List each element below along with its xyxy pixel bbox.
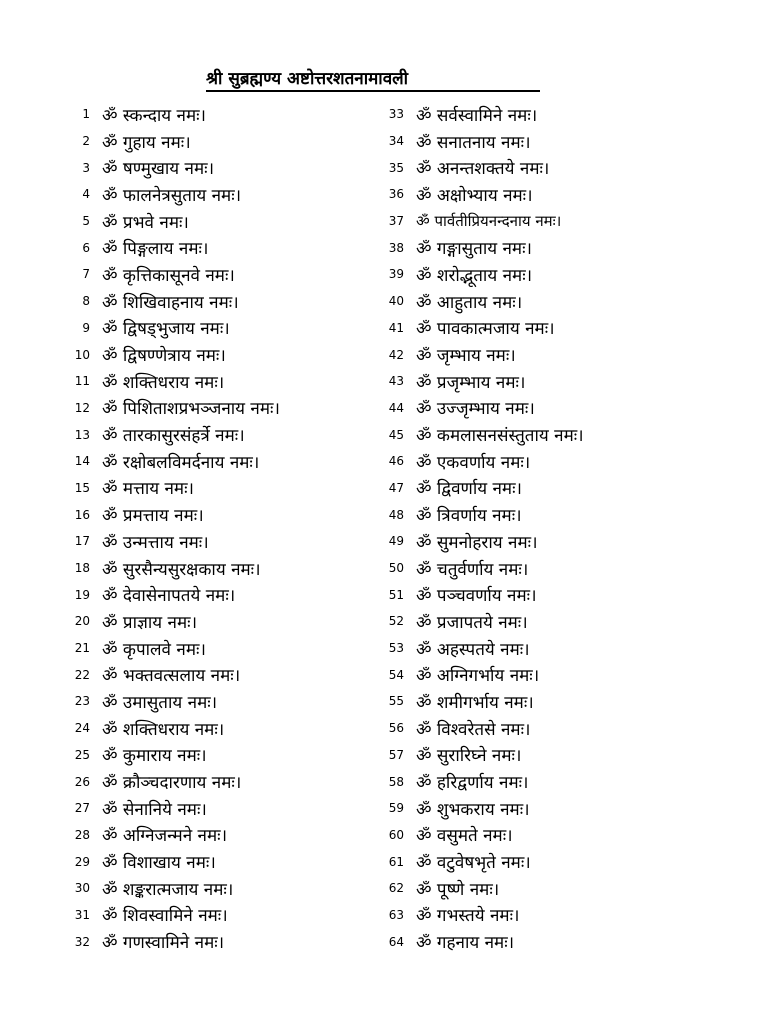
item-number: 54 [388, 667, 404, 682]
item-name: ॐ वटुवेषभृते नमः। [416, 853, 531, 874]
item-name: ॐ अग्निगर्भाय नमः। [416, 666, 540, 687]
item-number: 29 [74, 854, 90, 869]
item-number: 12 [74, 400, 90, 415]
item-number: 55 [388, 694, 404, 709]
list-item [378, 688, 748, 715]
item-name: ॐ सेनानिये नमः। [102, 799, 207, 820]
item-name: ॐ सुमनोहराय नमः। [416, 532, 538, 553]
list-item [378, 795, 748, 822]
item-name: ॐ मत्ताय नमः। [102, 479, 194, 500]
item-name: ॐ आहुताय नमः। [416, 292, 523, 313]
item-number: 10 [74, 347, 90, 362]
item-number: 63 [388, 907, 404, 922]
item-number: 6 [82, 240, 90, 255]
item-name: ॐ चतुर्वर्णाय नमः। [416, 559, 529, 580]
item-name: ॐ विशाखाय नमः। [102, 853, 216, 874]
list-item [378, 528, 748, 555]
list-item [378, 555, 748, 582]
item-number: 4 [82, 187, 90, 202]
item-name: ॐ शुभकराय नमः। [416, 799, 530, 820]
item-name: ॐ पूष्णे नमः। [416, 879, 500, 900]
list-item [378, 822, 748, 849]
list-item [378, 395, 748, 422]
list-item [378, 928, 748, 955]
item-number: 36 [388, 187, 404, 202]
item-number: 7 [82, 267, 90, 282]
item-number: 44 [388, 400, 404, 415]
list-item [378, 208, 748, 235]
list-item [378, 101, 748, 128]
item-number: 49 [388, 534, 404, 549]
item-name: ॐ गुहाय नमः। [102, 132, 191, 153]
item-name: ॐ वसुमते नमः। [416, 826, 513, 847]
item-name: ॐ कमलासनसंस्तुताय नमः। [416, 426, 584, 447]
item-number: 56 [388, 721, 404, 736]
item-number: 45 [388, 427, 404, 442]
item-name: ॐ प्राज्ञाय नमः। [102, 612, 198, 633]
item-name: ॐ जृम्भाय नमः। [416, 346, 516, 367]
list-item [378, 635, 748, 662]
item-number: 17 [74, 534, 90, 549]
item-number: 41 [388, 320, 404, 335]
item-name: ॐ देवासेनापतये नमः। [102, 586, 236, 607]
item-number: 42 [388, 347, 404, 362]
list-item [378, 341, 748, 368]
list-item [378, 742, 748, 769]
list-item [378, 154, 748, 181]
list-item [378, 421, 748, 448]
item-number: 8 [82, 294, 90, 309]
item-name: ॐ पार्वतीप्रियनन्दनाय नमः। [416, 212, 562, 231]
item-number: 5 [82, 214, 90, 229]
list-item [378, 875, 748, 902]
item-name: ॐ प्रजापतये नमः। [416, 612, 528, 633]
item-number: 1 [82, 107, 90, 122]
item-number: 14 [74, 454, 90, 469]
item-name: ॐ प्रमत्ताय नमः। [102, 506, 204, 527]
item-name: ॐ प्रभवे नमः। [102, 212, 189, 233]
item-name: ॐ सनातनाय नमः। [416, 132, 531, 153]
item-number: 61 [388, 854, 404, 869]
item-number: 30 [74, 881, 90, 896]
item-name: ॐ गणस्वामिने नमः। [102, 933, 225, 954]
item-number: 60 [388, 827, 404, 842]
item-number: 26 [74, 774, 90, 789]
item-number: 64 [388, 934, 404, 949]
item-name: ॐ उज्जृम्भाय नमः। [416, 399, 535, 420]
item-name: ॐ अग्निजन्मने नमः। [102, 826, 228, 847]
item-number: 24 [74, 721, 90, 736]
list-item [378, 261, 748, 288]
item-number: 15 [74, 480, 90, 495]
item-number: 22 [74, 667, 90, 682]
item-name: ॐ द्विवर्णाय नमः। [416, 479, 522, 500]
item-number: 13 [74, 427, 90, 442]
item-number: 51 [388, 587, 404, 602]
item-name: ॐ शिवस्वामिने नमः। [102, 906, 228, 927]
item-number: 25 [74, 747, 90, 762]
item-number: 58 [388, 774, 404, 789]
item-number: 28 [74, 827, 90, 842]
item-number: 40 [388, 294, 404, 309]
list-item [378, 661, 748, 688]
list-item [378, 368, 748, 395]
item-name: ॐ अक्षोभ्याय नमः। [416, 185, 533, 206]
item-name: ॐ त्रिवर्णाय नमः। [416, 506, 522, 527]
item-name: ॐ शमीगर्भाय नमः। [416, 692, 534, 713]
item-number: 46 [388, 454, 404, 469]
item-name: ॐ पञ्चवर्णाय नमः। [416, 586, 537, 607]
item-name: ॐ फालनेत्रसुताय नमः। [102, 185, 242, 206]
item-name: ॐ कुमाराय नमः। [102, 746, 207, 767]
item-name: ॐ सर्वस्वामिने नमः। [416, 105, 538, 126]
item-name: ॐ सुरारिघ्ने नमः। [416, 746, 522, 767]
item-number: 47 [388, 480, 404, 495]
title-underline [206, 90, 540, 92]
list-item [378, 288, 748, 315]
item-number: 52 [388, 614, 404, 629]
item-number: 48 [388, 507, 404, 522]
list-item [378, 128, 748, 155]
item-number: 16 [74, 507, 90, 522]
item-name: ॐ शरोद्भूताय नमः। [416, 265, 533, 286]
item-name: ॐ उमासुताय नमः। [102, 692, 218, 713]
list-item [378, 608, 748, 635]
list-item [378, 234, 748, 261]
item-number: 19 [74, 587, 90, 602]
item-name: ॐ रक्षोबलविमर्दनाय नमः। [102, 452, 260, 473]
item-name: ॐ द्विषण्णेत्राय नमः। [102, 346, 226, 367]
item-number: 18 [74, 561, 90, 576]
item-name: ॐ शक्तिधराय नमः। [102, 719, 225, 740]
item-name: ॐ शक्तिधराय नमः। [102, 372, 225, 393]
item-number: 21 [74, 641, 90, 656]
item-name: ॐ शङ्करात्मजाय नमः। [102, 879, 234, 900]
list-item [378, 181, 748, 208]
item-name: ॐ तारकासुरसंहर्त्रे नमः। [102, 426, 245, 447]
list-item [378, 501, 748, 528]
list-item [378, 448, 748, 475]
item-number: 57 [388, 747, 404, 762]
list-item [378, 475, 748, 502]
item-number: 31 [74, 907, 90, 922]
item-number: 34 [388, 134, 404, 149]
item-number: 59 [388, 801, 404, 816]
item-number: 38 [388, 240, 404, 255]
item-name: ॐ एकवर्णाय नमः। [416, 452, 531, 473]
list-item [378, 768, 748, 795]
right-column [378, 101, 748, 955]
item-name: ॐ गङ्गासुताय नमः। [416, 239, 532, 260]
item-number: 32 [74, 934, 90, 949]
item-name: ॐ हरिद्वर्णाय नमः। [416, 773, 529, 794]
item-number: 50 [388, 561, 404, 576]
item-name: ॐ शिखिवाहनाय नमः। [102, 292, 239, 313]
item-name: ॐ कृत्तिकासूनवे नमः। [102, 265, 235, 286]
item-name: ॐ विश्वरेतसे नमः। [416, 719, 531, 740]
item-name: ॐ क्रौञ्चदारणाय नमः। [102, 773, 242, 794]
item-number: 43 [388, 374, 404, 389]
list-item [378, 848, 748, 875]
list-item [378, 581, 748, 608]
item-name: ॐ प्रजृम्भाय नमः। [416, 372, 526, 393]
item-name: ॐ पिशिताशप्रभञ्जनाय नमः। [102, 399, 280, 420]
page-title: श्री सुब्रह्मण्य अष्टोत्तरशतनामावली [206, 69, 409, 89]
item-name: ॐ स्कन्दाय नमः। [102, 105, 207, 126]
item-number: 20 [74, 614, 90, 629]
item-name: ॐ पिङ्गलाय नमः। [102, 239, 209, 260]
list-item [378, 902, 748, 929]
item-name: ॐ गभस्तये नमः। [416, 906, 520, 927]
item-name: ॐ द्विषड्भुजाय नमः। [102, 319, 230, 340]
item-number: 35 [388, 160, 404, 175]
item-name: ॐ अनन्तशक्तये नमः। [416, 159, 550, 180]
item-number: 62 [388, 881, 404, 896]
item-name: ॐ उन्मत्ताय नमः। [102, 532, 209, 553]
item-name: ॐ सुरसैन्यसुरक्षकाय नमः। [102, 559, 261, 580]
item-number: 9 [82, 320, 90, 335]
item-number: 39 [388, 267, 404, 282]
item-number: 3 [82, 160, 90, 175]
item-name: ॐ भक्तवत्सलाय नमः। [102, 666, 241, 687]
item-name: ॐ गहनाय नमः। [416, 933, 515, 954]
list-item [378, 715, 748, 742]
item-name: ॐ अहस्पतये नमः। [416, 639, 530, 660]
item-name: ॐ पावकात्मजाय नमः। [416, 319, 555, 340]
item-number: 53 [388, 641, 404, 656]
list-item [378, 315, 748, 342]
item-number: 23 [74, 694, 90, 709]
item-number: 33 [388, 107, 404, 122]
item-number: 37 [388, 214, 404, 229]
item-name: ॐ कृपालवे नमः। [102, 639, 206, 660]
item-number: 2 [82, 134, 90, 149]
item-name: ॐ षण्मुखाय नमः। [102, 159, 215, 180]
item-number: 11 [74, 374, 90, 389]
item-number: 27 [74, 801, 90, 816]
